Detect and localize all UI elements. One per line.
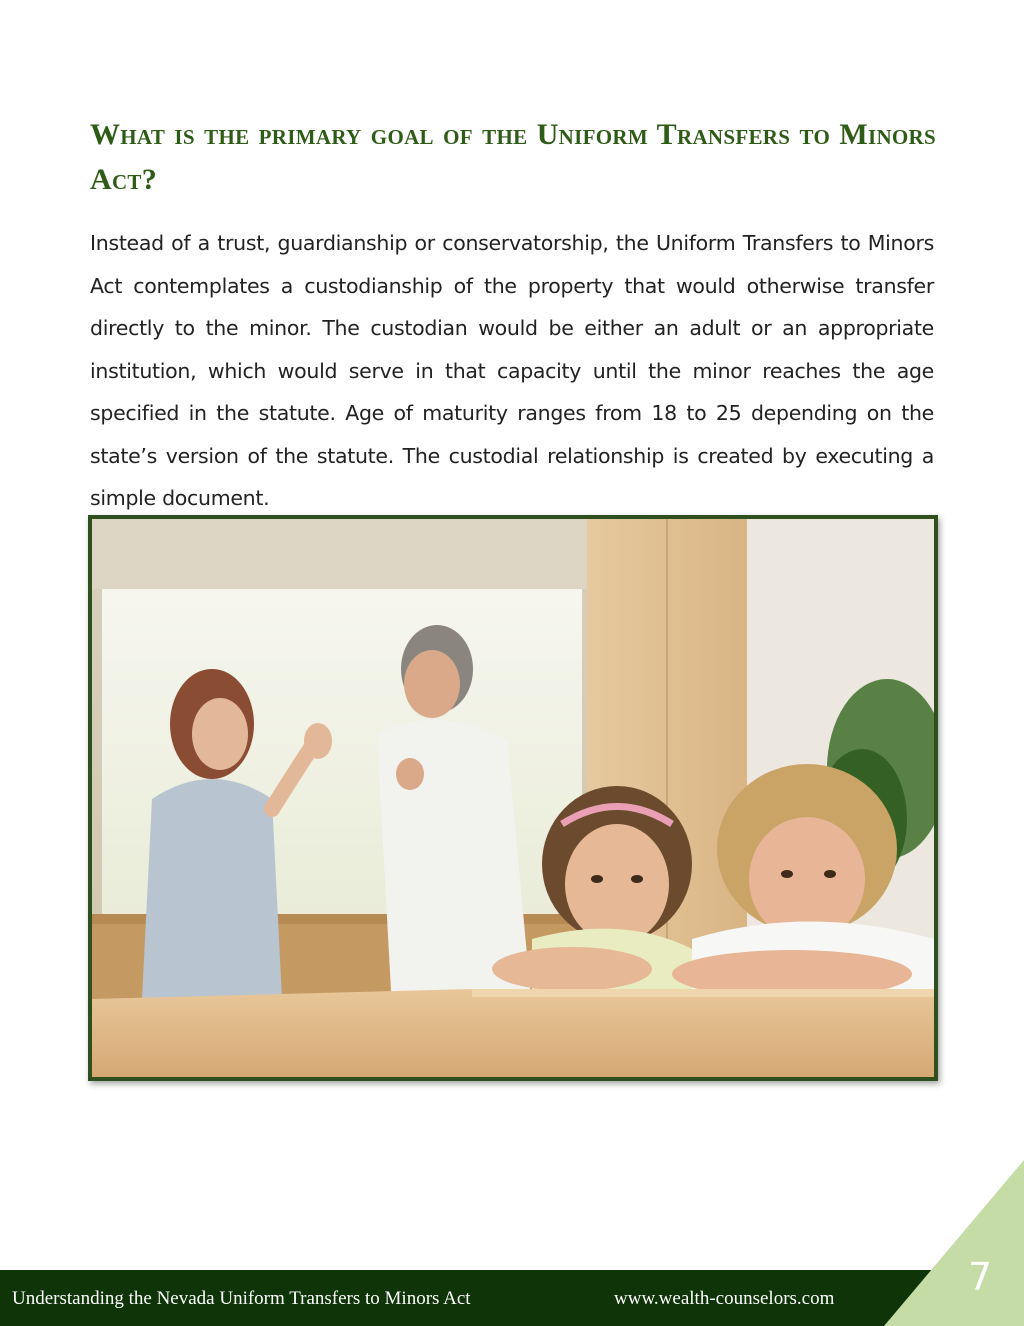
- family-photo-illustration: [92, 519, 934, 1077]
- footer-document-title: Understanding the Nevada Uniform Transfers to Minors Act: [12, 1288, 471, 1309]
- section-heading: What is the primary goal of the Uniform Transfers to Minors Act?: [90, 118, 936, 196]
- page-corner-triangle: [884, 1160, 1024, 1326]
- section-body-paragraph: Instead of a trust, guardianship or conservatorship, the Uniform Transfers to Minors Act contemplates a custodianship of the property that would otherwise transfer directly to the minor. The custodian would be either an adult or an appropriate institution, which would serve in that capacity until the minor reaches the age specified in the statute. Age of maturity ranges from 18 to 25 depending on the state’s version of the statute. The custodial relationship is created by executing a simple document.: [90, 231, 934, 510]
- family-photo: [88, 515, 938, 1081]
- page-number: 7: [968, 1255, 993, 1299]
- footer-website-link[interactable]: www.wealth-counselors.com: [614, 1288, 835, 1309]
